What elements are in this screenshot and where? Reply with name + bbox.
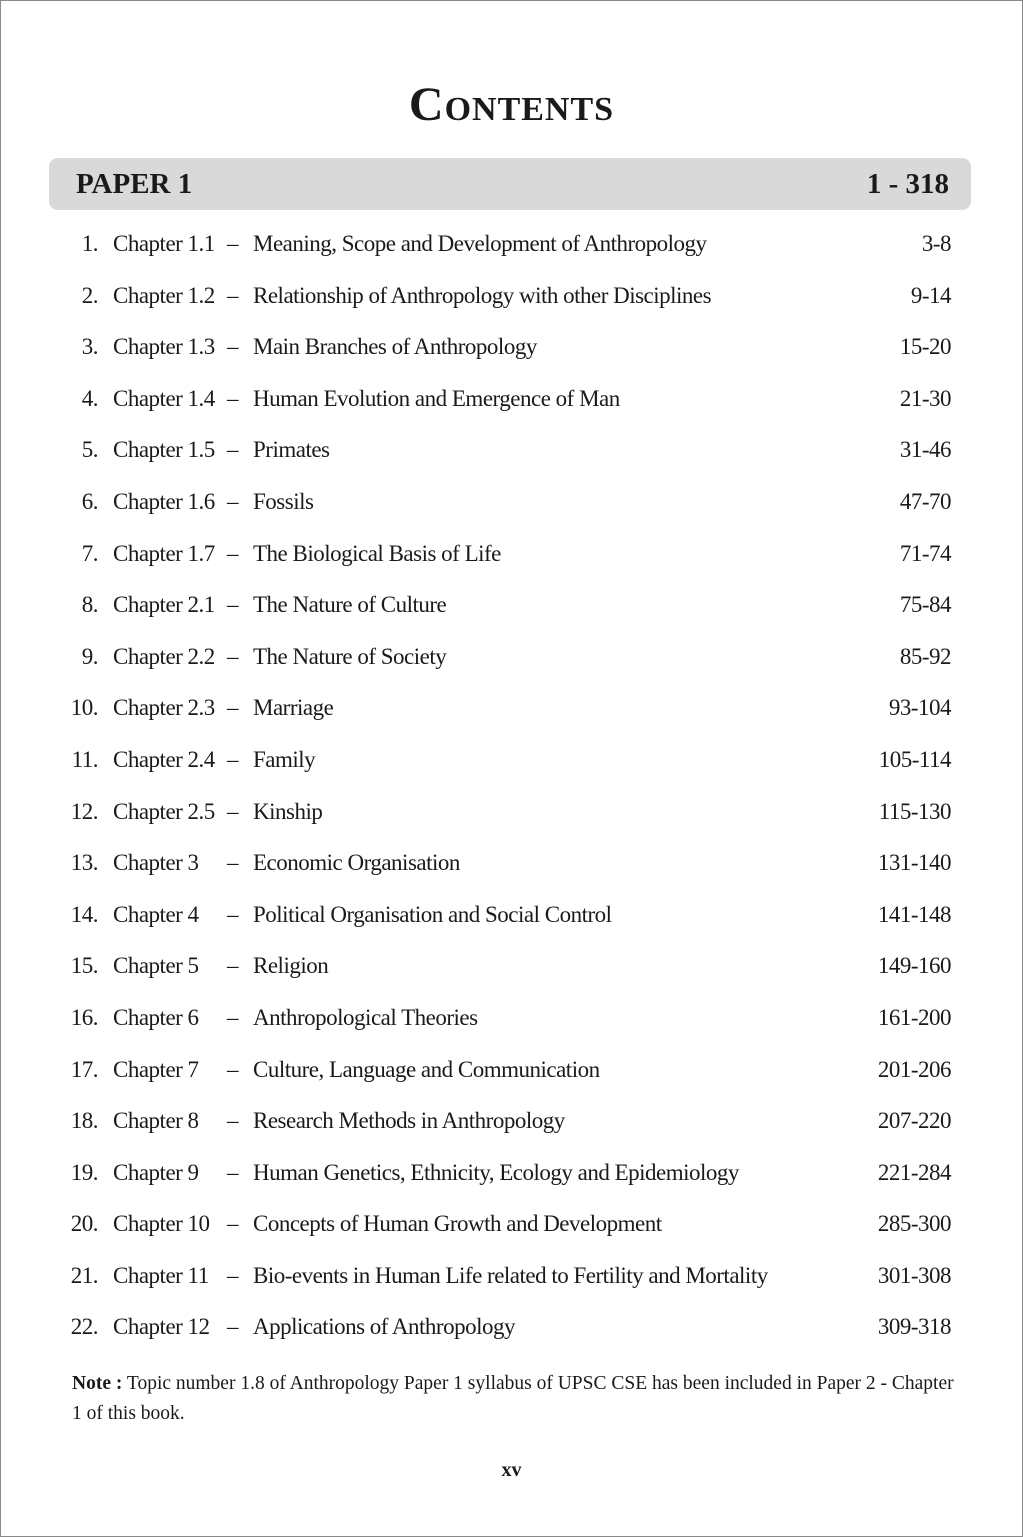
page-range: 149-160 <box>877 953 951 979</box>
chapter-label: Chapter 1.3 <box>113 334 215 360</box>
dash-separator: – <box>227 1108 238 1134</box>
page-range: 75-84 <box>899 592 951 618</box>
dash-separator: – <box>227 901 238 927</box>
page-range: 221-284 <box>877 1159 951 1185</box>
page-range: 31-46 <box>899 437 951 463</box>
entry-number: 1. <box>81 231 98 256</box>
chapter-title: Religion <box>253 953 329 979</box>
paper-header-bar <box>49 158 971 210</box>
dash-separator: – <box>227 1056 238 1082</box>
page-range: 85-92 <box>899 643 951 669</box>
chapter-title: Research Methods in Anthropology <box>253 1108 565 1134</box>
toc-row <box>1 683 1023 735</box>
dash-separator: – <box>227 1004 238 1030</box>
dash-separator: – <box>227 282 238 308</box>
page-title: Contents <box>408 78 615 131</box>
entry-number: 13. <box>70 850 98 876</box>
toc-row <box>1 890 1023 942</box>
entry-number: 17. <box>70 1056 98 1082</box>
dash-separator: – <box>227 1262 238 1288</box>
toc-row <box>1 1148 1023 1200</box>
dash-separator: – <box>227 540 238 566</box>
dash-separator: – <box>227 953 238 979</box>
toc-row <box>1 1045 1023 1097</box>
entry-number: 15. <box>70 953 98 979</box>
toc-row <box>1 838 1023 890</box>
page-range: 141-148 <box>877 901 951 927</box>
dash-separator: – <box>227 385 238 411</box>
page-range: 131-140 <box>877 850 951 876</box>
chapter-label: Chapter 1.7 <box>113 540 215 566</box>
entry-number: 12. <box>70 798 98 824</box>
chapter-title: Economic Organisation <box>253 850 460 876</box>
chapter-label: Chapter 2.1 <box>113 592 215 618</box>
chapter-label: Chapter 11 <box>113 1262 209 1288</box>
chapter-title: Culture, Language and Communication <box>253 1056 600 1082</box>
chapter-label: Chapter 7 <box>113 1056 199 1082</box>
chapter-label: Chapter 10 <box>113 1211 210 1237</box>
entry-number: 18. <box>70 1108 98 1134</box>
chapter-label: Chapter 1.6 <box>113 488 215 514</box>
dash-separator: – <box>227 1211 238 1237</box>
toc-row <box>1 580 1023 632</box>
entry-number: 16. <box>70 1004 98 1030</box>
dash-separator: – <box>227 437 238 463</box>
toc-row <box>1 529 1023 581</box>
dash-separator: – <box>227 643 238 669</box>
toc-row <box>1 1199 1023 1251</box>
note-label: Note : <box>72 1373 123 1394</box>
chapter-label: Chapter 1.2 <box>113 282 215 308</box>
toc-row <box>1 271 1023 323</box>
entry-number: 5. <box>81 437 98 463</box>
note <box>72 1369 954 1429</box>
dash-separator: – <box>227 850 238 876</box>
chapter-title: Relationship of Anthropology with other Disciplines <box>253 282 712 308</box>
chapter-label: Chapter 2.3 <box>113 695 215 721</box>
chapter-label: Chapter 2.5 <box>113 798 215 824</box>
chapter-title: The Nature of Society <box>253 643 447 669</box>
dash-separator: – <box>227 231 238 256</box>
toc-row <box>1 1096 1023 1148</box>
chapter-label: Chapter 8 <box>113 1108 199 1134</box>
toc-row <box>1 1302 1023 1354</box>
entry-number: 6. <box>81 488 98 514</box>
toc-row <box>1 219 1023 271</box>
entry-number: 10. <box>70 695 98 721</box>
chapter-label: Chapter 1.5 <box>113 437 215 463</box>
dash-separator: – <box>227 695 238 721</box>
toc-row <box>1 1251 1023 1303</box>
toc-row <box>1 787 1023 839</box>
page-range: 201-206 <box>877 1056 951 1082</box>
chapter-title: The Biological Basis of Life <box>253 540 501 566</box>
page-range: 21-30 <box>899 385 951 411</box>
entry-number: 19. <box>70 1159 98 1185</box>
chapter-label: Chapter 1.1 <box>113 231 215 256</box>
toc-row <box>1 735 1023 787</box>
dash-separator: – <box>227 1159 238 1185</box>
chapter-title: The Nature of Culture <box>253 592 447 618</box>
chapter-label: Chapter 3 <box>113 850 199 876</box>
entry-number: 22. <box>70 1314 98 1340</box>
toc-row <box>1 322 1023 374</box>
toc-row <box>1 477 1023 529</box>
chapter-label: Chapter 12 <box>113 1314 210 1340</box>
chapter-label: Chapter 6 <box>113 1004 199 1030</box>
toc-row <box>1 425 1023 477</box>
chapter-title: Kinship <box>253 798 323 824</box>
page-range: 309-318 <box>877 1314 951 1340</box>
entry-number: 8. <box>81 592 98 618</box>
page-range: 285-300 <box>877 1211 951 1237</box>
entry-number: 3. <box>81 334 98 360</box>
chapter-label: Chapter 9 <box>113 1159 199 1185</box>
chapter-title: Family <box>253 746 316 772</box>
chapter-label: Chapter 1.4 <box>113 385 215 411</box>
chapter-title: Anthropological Theories <box>253 1004 478 1030</box>
page-range: 105-114 <box>878 746 951 772</box>
chapter-title: Political Organisation and Social Control <box>253 901 612 927</box>
chapter-title: Meaning, Scope and Development of Anthropology <box>253 231 707 256</box>
page-range: 15-20 <box>899 334 951 360</box>
entry-number: 20. <box>70 1211 98 1237</box>
entry-number: 7. <box>81 540 98 566</box>
toc-row <box>1 941 1023 993</box>
page-range: 9-14 <box>910 282 951 308</box>
entry-number: 21. <box>70 1262 98 1288</box>
chapter-title: Applications of Anthropology <box>253 1314 515 1340</box>
page-range: 301-308 <box>877 1262 951 1288</box>
page-range: 161-200 <box>877 1004 951 1030</box>
toc-row <box>1 632 1023 684</box>
entry-number: 2. <box>81 282 98 308</box>
page-number: xv <box>501 1459 522 1481</box>
chapter-title: Fossils <box>253 488 314 514</box>
chapter-label: Chapter 2.4 <box>113 746 215 772</box>
chapter-title: Bio-events in Human Life related to Fertility and Mortality <box>253 1262 768 1288</box>
page-range: 207-220 <box>877 1108 951 1134</box>
toc-row <box>1 993 1023 1045</box>
dash-separator: – <box>227 1314 238 1340</box>
dash-separator: – <box>227 746 238 772</box>
chapter-title: Marriage <box>253 695 334 721</box>
chapter-label: Chapter 4 <box>113 901 199 927</box>
table-of-contents <box>1 219 1023 1354</box>
chapter-title: Human Genetics, Ethnicity, Ecology and Epidemiology <box>253 1159 739 1185</box>
chapter-label: Chapter 5 <box>113 953 199 979</box>
entry-number: 9. <box>81 643 98 669</box>
dash-separator: – <box>227 592 238 618</box>
entry-number: 11. <box>71 746 98 772</box>
entry-number: 4. <box>81 385 98 411</box>
chapter-title: Main Branches of Anthropology <box>253 334 537 360</box>
dash-separator: – <box>227 488 238 514</box>
dash-separator: – <box>227 334 238 360</box>
page-range: 93-104 <box>888 695 951 721</box>
page-range: 3-8 <box>921 231 951 256</box>
page-range: 47-70 <box>899 488 951 514</box>
toc-row <box>1 374 1023 426</box>
chapter-label: Chapter 2.2 <box>113 643 215 669</box>
chapter-title: Human Evolution and Emergence of Man <box>253 385 620 411</box>
chapter-title: Primates <box>253 437 330 463</box>
page-range: 71-74 <box>899 540 951 566</box>
entry-number: 14. <box>70 901 98 927</box>
paper-label: PAPER 1 <box>76 167 193 200</box>
dash-separator: – <box>227 798 238 824</box>
paper-page-range: 1 - 318 <box>866 167 949 200</box>
page-range: 115-130 <box>878 798 951 824</box>
chapter-title: Concepts of Human Growth and Development <box>253 1211 662 1237</box>
note-text: Topic number 1.8 of Anthropology Paper 1 syllabus of UPSC CSE has been included in Paper 2 - Chapter 1 of this book. <box>72 1373 954 1424</box>
